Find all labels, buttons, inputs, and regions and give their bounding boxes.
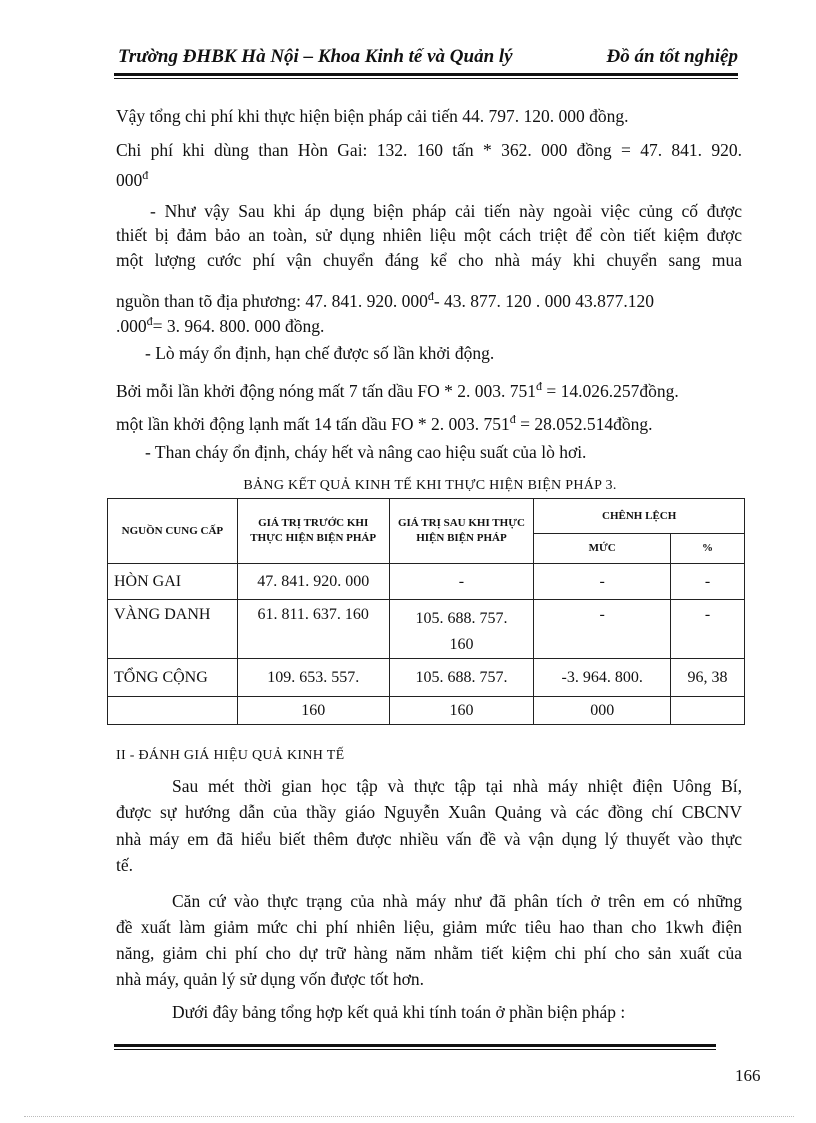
cell-before-cont: 160 bbox=[237, 697, 389, 725]
combustion-line: - Than cháy ổn định, cháy hết và nâng cao hiệu suất của lò hơi. bbox=[145, 442, 587, 462]
cell-pct: - bbox=[671, 600, 745, 659]
header-rule bbox=[114, 73, 738, 76]
cell-level: - bbox=[534, 564, 671, 600]
paragraph-line: đề xuất làm giảm mức chi phí nhiên liệu, giảm mức tiêu hao than cho 1kwh điện bbox=[116, 917, 742, 937]
paragraph-line: được sự hướng dẫn của thầy giáo Nguyễn Xuân Quảng và các đồng chí CBCNV bbox=[116, 802, 742, 822]
savings-calc-result: $.000^đ= 3$. 964. 800. 000 đồng. bbox=[116, 314, 325, 336]
paragraph-line: nhà máy em đã hiểu biết thêm được nhiều vấn đề và vận dụng lý thuyết vào thực bbox=[116, 829, 742, 849]
header-pct: % bbox=[671, 534, 745, 564]
cell-level: - bbox=[534, 600, 671, 659]
cell-pct: 96, 38 bbox=[671, 659, 745, 697]
total-cost-line: Vậy tổng chi phí khi thực hiện biện pháp cải tiến 44. 797. 120. 000 đồng. bbox=[116, 106, 629, 126]
header-diff: CHÊNH LỆCH bbox=[534, 499, 745, 534]
cell-empty bbox=[108, 697, 238, 725]
hon-gai-cost-line-cont: $000^đ$ bbox=[116, 168, 149, 190]
cell-after: 105. 688. 757. bbox=[389, 659, 534, 697]
page-edge bbox=[24, 1116, 794, 1117]
paragraph-line: nhà máy, quản lý sử dụng vốn được tốt hơn. bbox=[116, 969, 425, 989]
cell-before: 47. 841. 920. 000 bbox=[237, 564, 389, 600]
cell-pct: - bbox=[671, 564, 745, 600]
header-level: MỨC bbox=[534, 534, 671, 564]
hon-gai-cost-line: Chi phí khi dùng than Hòn Gai: 132. 160 tấn * 362. 000 đồng = 47. 841. 920. bbox=[116, 140, 742, 160]
table-header-row bbox=[108, 499, 745, 534]
header-source: NGUỒN CUNG CẤP bbox=[108, 499, 238, 564]
cold-start-cost: một lần khởi động lạnh mất 14 tấn dầu FO * 2. 003. $751^đ$ = 28.052.514đồng. bbox=[116, 412, 653, 434]
table-row bbox=[108, 564, 745, 600]
hot-start-cost: Bởi mỗi lần khởi động nóng mất 7 tấn dầu FO * 2. 003. $751^đ$ = 14.026.257đồng. bbox=[116, 379, 679, 401]
paragraph-line: một lượng cước phí vận chuyển đáng kể cho nhà máy khi chuyển sang mua bbox=[116, 250, 742, 270]
header-before: GIÁ TRỊ TRƯỚC KHI THỰC HIỆN BIỆN PHÁP bbox=[237, 499, 389, 564]
results-table bbox=[107, 498, 745, 725]
paragraph-line: năng, giảm chi phí cho dự trữ hàng năm nhằm tiết kiệm chi phí cho sản xuất của bbox=[116, 943, 742, 963]
paragraph-line: Sau mét thời gian học tập và thực tập tại nhà máy nhiệt điện Uông Bí, bbox=[172, 776, 742, 796]
paragraph-line: - Như vậy Sau khi áp dụng biện pháp cải tiến này ngoài việc củng cố được bbox=[150, 201, 742, 221]
summary-intro: Dưới đây bảng tổng hợp kết quả khi tính toán ở phần biện pháp : bbox=[172, 1002, 626, 1022]
header-doc-type: Đồ án tốt nghiệp bbox=[606, 46, 738, 67]
table-continuation-row bbox=[108, 697, 745, 725]
header-rule-thin bbox=[114, 78, 738, 79]
page-number: 166 bbox=[735, 1066, 761, 1085]
paragraph-line: tế. bbox=[116, 855, 134, 875]
cell-before: 61. 811. 637. 160 bbox=[237, 600, 389, 659]
cell-empty bbox=[671, 697, 745, 725]
paragraph-line: Căn cứ vào thực trạng của nhà máy như đã phân tích ở trên em có những bbox=[172, 891, 742, 911]
cell-after: - bbox=[389, 564, 534, 600]
cell-level-cont: 000 bbox=[534, 697, 671, 725]
cell-source: HÒN GAI bbox=[108, 564, 238, 600]
cell-source: TỔNG CỘNG bbox=[108, 659, 238, 697]
header-school: Trường ĐHBK Hà Nội – Khoa Kinh tế và Quản lý bbox=[118, 46, 513, 67]
footer-rule bbox=[114, 1044, 716, 1047]
table-row bbox=[108, 600, 745, 659]
page-header bbox=[118, 46, 738, 72]
cell-after: 105. 688. 757. 160 bbox=[389, 600, 534, 659]
table-caption: BẢNG KẾT QUẢ KINH TẾ KHI THỰC HIỆN BIỆN PHÁP 3. bbox=[243, 478, 617, 493]
table-total-row bbox=[108, 659, 745, 697]
cell-level: -3. 964. 800. bbox=[534, 659, 671, 697]
footer-rule-thin bbox=[114, 1049, 716, 1050]
section-title: II - ĐÁNH GIÁ HIỆU QUẢ KINH TẾ bbox=[116, 748, 345, 763]
header-after: GIÁ TRỊ SAU KHI THỰC HIỆN BIỆN PHÁP bbox=[389, 499, 534, 564]
cell-before: 109. 653. 557. bbox=[237, 659, 389, 697]
paragraph-line: thiết bị đảm bảo an toàn, sử dụng nhiên liệu một cách triệt để còn tiết kiệm được bbox=[116, 225, 742, 245]
savings-calc-line: nguồn than tõ địa phương: 47. 841. 920. $000^đ-$ 43. 877. 120 . 000 43.877.120 bbox=[116, 289, 655, 311]
cell-after-cont: 160 bbox=[389, 697, 534, 725]
stability-line: - Lò máy ổn định, hạn chế được số lần khởi động. bbox=[145, 343, 495, 363]
cell-source: VÀNG DANH bbox=[108, 600, 238, 659]
